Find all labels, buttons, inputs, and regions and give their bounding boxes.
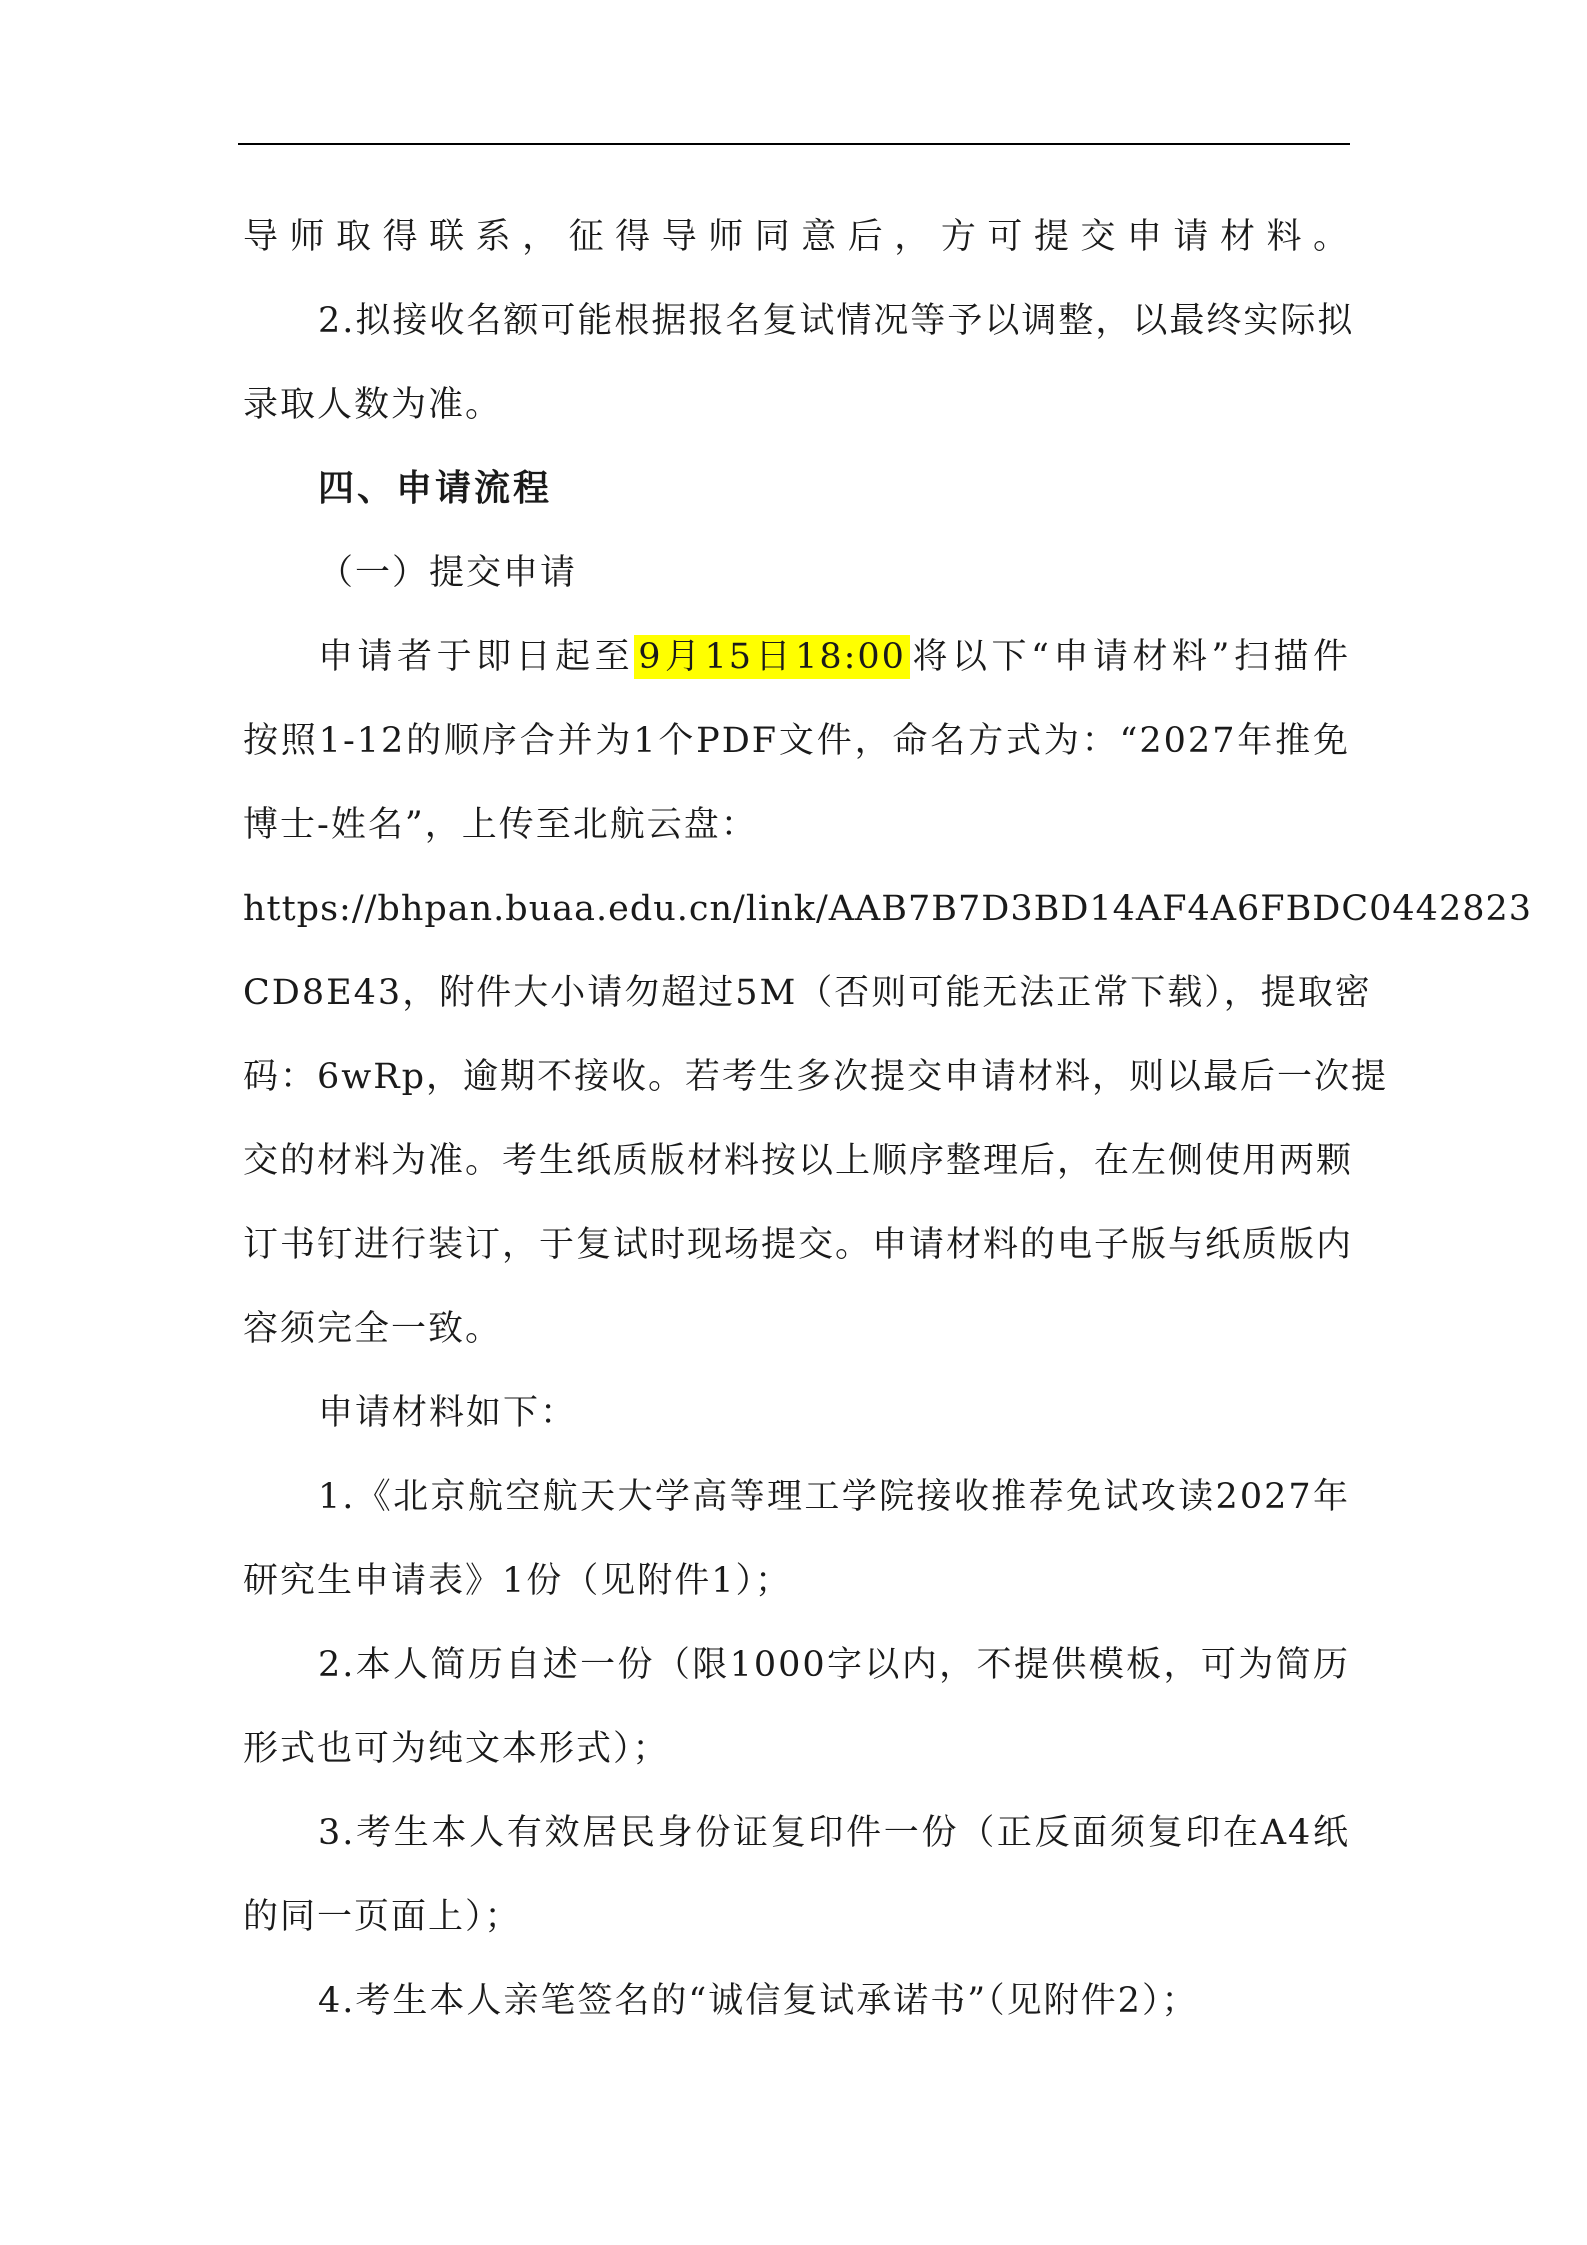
- paragraph-line: [243, 615, 1350, 699]
- subsection-heading: （一）提交申请: [318, 553, 578, 593]
- paragraph-line: 博士-姓名”，上传至北航云盘：: [243, 805, 758, 845]
- list-item: 1.《北京航空航天大学高等理工学院接收推荐免试攻读2027年: [318, 1477, 1350, 1517]
- paragraph-line: CD8E43，附件大小请勿超过5M（否则可能无法正常下载），提取密: [243, 973, 1372, 1013]
- paragraph-line: 录取人数为准。: [243, 385, 503, 425]
- deadline-lead-text: 申请者于即日起至: [318, 637, 635, 677]
- materials-intro: 申请材料如下：: [318, 1393, 578, 1433]
- paragraph-line: 按照1-12的顺序合并为1个PDF文件，命名方式为：“2027年推免: [243, 721, 1350, 761]
- header-rule: [238, 143, 1350, 145]
- list-item: 3.考生本人有效居民身份证复印件一份（正反面须复印在A4纸: [318, 1813, 1350, 1853]
- list-item: 2.本人简历自述一份（限1000字以内，不提供模板，可为简历: [318, 1645, 1350, 1685]
- list-item: 4.考生本人亲笔签名的“诚信复试承诺书”（见附件2）；: [318, 1981, 1199, 2021]
- document-body: [243, 195, 1533, 2043]
- section-heading: 四、申请流程: [318, 468, 553, 509]
- paragraph-line: 码：6wRp，逾期不接收。若考生多次提交申请材料，则以最后一次提: [243, 1057, 1388, 1097]
- paragraph-line: 订书钉进行装订，于复试时现场提交。申请材料的电子版与纸质版内: [243, 1225, 1354, 1265]
- deadline-trail-text: 将以下“申请材料”扫描件: [909, 637, 1350, 677]
- list-item-continuation: 研究生申请表》1份（见附件1）；: [243, 1561, 793, 1601]
- list-item-continuation: 的同一页面上）；: [243, 1897, 522, 1937]
- deadline-highlight: 9月15日18:00: [634, 635, 910, 679]
- paragraph-line: 导师取得联系，征得导师同意后，方可提交申请材料。: [243, 217, 1350, 257]
- paragraph-line: 2.拟接收名额可能根据报名复试情况等予以调整，以最终实际拟: [318, 301, 1355, 341]
- paragraph-line: 容须完全一致。: [243, 1309, 503, 1349]
- upload-link[interactable]: https://bhpan.buaa.edu.cn/link/AAB7B7D3BD14AF4A6FBDC0442823: [243, 889, 1533, 929]
- paragraph-line: 交的材料为准。考生纸质版材料按以上顺序整理后，在左侧使用两颗: [243, 1141, 1354, 1181]
- list-item-continuation: 形式也可为纯文本形式）；: [243, 1729, 670, 1769]
